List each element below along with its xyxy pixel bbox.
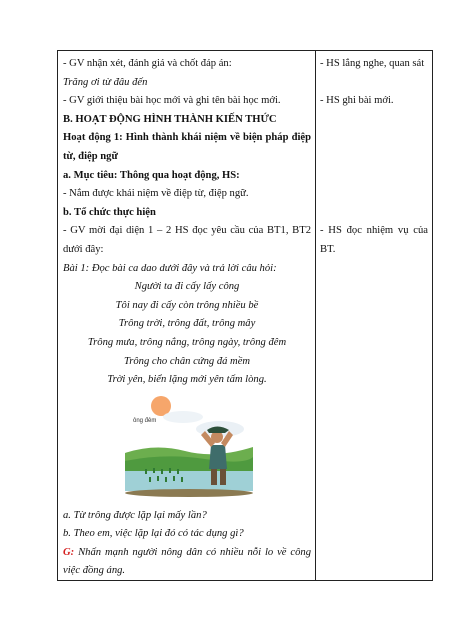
student-line: - HS đọc nhiệm vụ của BT. [320,225,428,255]
goal-text: - Nắm được khái niệm về điệp từ, điệp ngữ. [63,188,249,200]
answer-g [63,544,311,581]
text-line: - GV giới thiệu bài học mới và ghi tên bài học mới. [63,95,281,107]
image-caption: ông đêm [133,417,157,424]
section-heading: B. HOẠT ĐỘNG HÌNH THÀNH KIẾN THỨC [63,113,277,125]
poem-line: Trông cho chân cứng đá mềm [123,355,251,367]
implementation-heading: b. Tổ chức thực hiện [63,206,156,218]
poem-line: Trông trời, trông đất, trông mây [118,318,256,330]
poem-line: Trông mưa, trông nắng, trông ngày, trông đêm [87,336,287,348]
text-line: Trăng ơi từ đâu đến [63,76,148,88]
exercise-title: Bài 1: Đọc bài ca dao dưới đây và trả lời câu hỏi: [63,262,277,274]
goal-heading: a. Mục tiêu: Thông qua hoạt động, HS: [63,169,240,181]
student-line: - HS lắng nghe, quan sát [320,58,425,69]
answer-label: G: [63,546,75,558]
student-line: - HS ghi bài mới. [320,95,394,107]
poem-line: Người ta đi cấy lấy công [134,281,240,293]
question-a: a. Từ trông được lặp lại mấy lần? [63,509,207,521]
text-line: - GV nhận xét, đánh giá và chốt đáp án: [63,58,232,69]
implementation-text: - GV mời đại diện 1 – 2 HS đọc yêu cầu của BT1, BT2 dưới đây: [63,225,311,255]
poem-line: Trời yên, biển lặng mới yên tấm lòng. [107,374,267,386]
activity-heading: Hoạt động 1: Hình thành khái niệm về biện pháp điệp từ, điệp ngữ [63,132,311,162]
lesson-table [57,50,433,581]
teacher-column [63,55,311,581]
question-b: b. Theo em, việc lặp lại đó có tác dụng gì? [63,528,244,540]
student-column [320,55,428,260]
answer-text: Nhấn mạnh người nông dân có nhiều nỗi lo về công việc đồng áng. [63,546,311,577]
poem-line: Tôi nay đi cấy còn trông nhiều bề [115,299,259,311]
column-divider [315,51,316,580]
farmer-illustration [125,395,253,497]
